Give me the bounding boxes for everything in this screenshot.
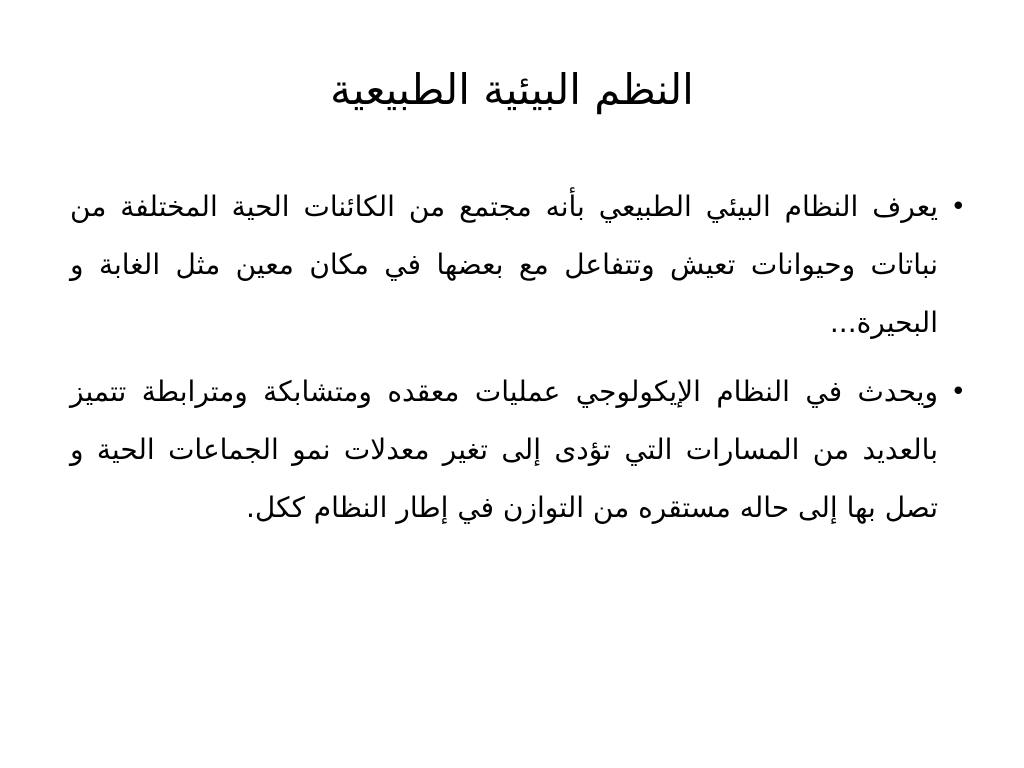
bullet-item [70,363,966,537]
bullet-text: ويحدث في النظام الإيكولوجي عمليات معقده ومتشابكة ومترابطة تتميز بالعديد من المسارات التي تؤدى إلى تغير معدلات نمو الجماعات الحية و تصل بها إلى حاله مستقره من التوازن في إطار النظام ككل. [70,375,938,524]
slide-title: النظم البيئية الطبيعية [330,65,694,114]
bullet-text: يعرف النظام البيئي الطبيعي بأنه مجتمع من الكائنات الحية المختلفة من نباتات وحيوانات تعيش وتتفاعل مع بعضها في مكان معين مثل الغابة و البحيرة... [70,190,938,339]
bullet-item [70,178,966,352]
bullet-list [70,178,966,548]
bullet-icon: • [950,192,966,222]
bullet-icon: • [950,377,966,407]
